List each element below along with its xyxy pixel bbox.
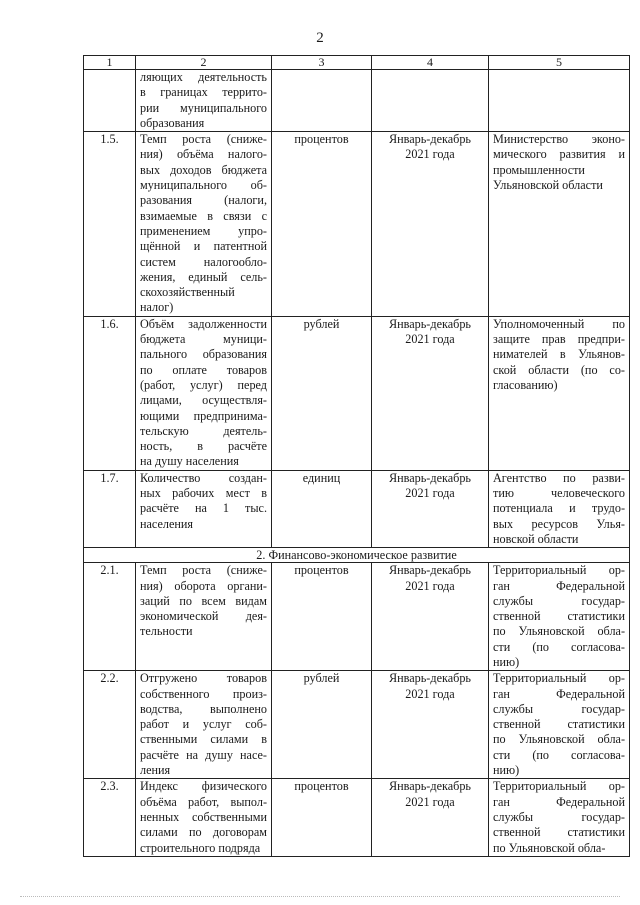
- cell-text-line: скохозяйственный: [140, 285, 235, 300]
- responsible-body: [489, 70, 630, 132]
- cell-text-line: налог): [140, 300, 174, 315]
- cell-text-line: ния) оборота органи-: [140, 578, 267, 593]
- cell-text-line: по оплате товаров: [140, 362, 267, 377]
- cell-text-line: систем налогообло-: [140, 254, 267, 269]
- cell-text-line: Ульяновской области: [493, 178, 603, 193]
- cell-text-line: ственной статистики: [493, 825, 625, 840]
- cell-text-line: Январь-декабрь: [389, 779, 471, 794]
- column-header-1: 1: [84, 56, 136, 70]
- indicator-name: [136, 779, 272, 856]
- cell-text-line: жения, единый сель-: [140, 269, 267, 284]
- cell-text-line: вых доходов бюджета: [140, 162, 267, 177]
- row-number: 2.2.: [84, 671, 136, 779]
- period: [372, 132, 489, 317]
- cell-text-line: тельскую деятель-: [140, 423, 267, 438]
- cell-text-line: водства, выполнено: [140, 701, 267, 716]
- cell-text-line: ляющих деятельность: [140, 70, 267, 84]
- cell-text-line: ственными силами в: [140, 732, 267, 747]
- cell-text-line: Министерство эконо-: [493, 132, 625, 147]
- cell-text-line: тию человеческого: [493, 486, 625, 501]
- responsible-body: [489, 779, 630, 856]
- row-number: 2.1.: [84, 563, 136, 671]
- column-header-4: 4: [372, 56, 489, 70]
- section-row: [84, 548, 630, 563]
- unit: процентов: [272, 563, 372, 671]
- cell-text-line: 2021 года: [405, 332, 455, 347]
- responsible-body: [489, 671, 630, 779]
- page-number: 2: [316, 30, 324, 46]
- table-row: [84, 779, 630, 856]
- cell-text-line: службы государ-: [493, 593, 625, 608]
- period: [372, 563, 489, 671]
- cell-text-line: объёма работ, выпол-: [140, 794, 267, 809]
- unit: рублей: [272, 316, 372, 470]
- cell-text-line: ность, в расчёте: [140, 439, 267, 454]
- cell-text-line: собственного произ-: [140, 686, 267, 701]
- cell-text-line: применением упро-: [140, 223, 267, 238]
- cell-text-line: Январь-декабрь: [389, 671, 471, 686]
- table-row: [84, 563, 630, 671]
- header-row: [84, 56, 630, 70]
- cell-text-line: ненных собственными: [140, 809, 267, 824]
- cell-text-line: ган Федеральной: [493, 794, 625, 809]
- cell-text-line: Январь-декабрь: [389, 470, 471, 485]
- cell-text-line: Темп роста (сниже-: [140, 563, 267, 578]
- scan-edge-line: [20, 896, 620, 899]
- cell-text-line: по Ульяновской обла-: [493, 840, 606, 855]
- cell-text-line: сти (по согласова-: [493, 639, 625, 654]
- row-number: [84, 70, 136, 132]
- cell-text-line: взимаемые в связи с: [140, 208, 267, 223]
- cell-text-line: в границах террито-: [140, 85, 267, 100]
- cell-text-line: нимателей в Ульянов-: [493, 347, 625, 362]
- indicator-name: [136, 563, 272, 671]
- table-row: [84, 70, 630, 132]
- cell-text-line: силами по договорам: [140, 825, 267, 840]
- cell-text-line: 2021 года: [405, 794, 455, 809]
- cell-text-line: Темп роста (сниже-: [140, 132, 267, 147]
- column-header-5: 5: [489, 56, 630, 70]
- indicator-name: [136, 70, 272, 132]
- cell-text-line: потенциала и трудо-: [493, 501, 625, 516]
- row-number: 1.7.: [84, 470, 136, 547]
- cell-text-line: нию): [493, 763, 520, 778]
- indicator-name: [136, 671, 272, 779]
- cell-text-line: Январь-декабрь: [389, 563, 471, 578]
- responsible-body: [489, 563, 630, 671]
- cell-text-line: Количество создан-: [140, 470, 267, 485]
- indicators-table: [83, 55, 630, 857]
- unit: [272, 70, 372, 132]
- cell-text-line: расчёте на душу насе-: [140, 747, 267, 762]
- cell-text-line: Январь-декабрь: [389, 316, 471, 331]
- cell-text-line: службы государ-: [493, 701, 625, 716]
- table-row: [84, 470, 630, 547]
- cell-text-line: гласованию): [493, 377, 558, 392]
- cell-text-line: 2021 года: [405, 578, 455, 593]
- unit: единиц: [272, 470, 372, 547]
- cell-text-line: промышленности: [493, 162, 585, 177]
- cell-text-line: муниципального об-: [140, 178, 267, 193]
- cell-text-line: Территориальный ор-: [493, 671, 625, 686]
- cell-text-line: ской области (по со-: [493, 362, 625, 377]
- column-header-3: 3: [272, 56, 372, 70]
- cell-text-line: ния) объёма налого-: [140, 147, 267, 162]
- indicator-name: [136, 132, 272, 317]
- cell-text-line: строительного подряда: [140, 840, 261, 855]
- cell-text-line: Январь-декабрь: [389, 132, 471, 147]
- responsible-body: [489, 470, 630, 547]
- cell-text-line: ственной статистики: [493, 717, 625, 732]
- cell-text-line: расчёте на 1 тыс.: [140, 501, 267, 516]
- cell-text-line: Территориальный ор-: [493, 779, 625, 794]
- column-header-2: 2: [136, 56, 272, 70]
- table-row: [84, 316, 630, 470]
- cell-text-line: заций по всем видам: [140, 593, 267, 608]
- table-row: [84, 132, 630, 317]
- table-row: [84, 671, 630, 779]
- cell-text-line: Объём задолженности: [140, 316, 267, 331]
- cell-text-line: ган Федеральной: [493, 686, 625, 701]
- cell-text-line: новской области: [493, 531, 579, 546]
- cell-text-line: вых ресурсов Улья-: [493, 516, 625, 531]
- cell-text-line: 2021 года: [405, 486, 455, 501]
- cell-text-line: ган Федеральной: [493, 578, 625, 593]
- cell-text-line: (работ, услуг) перед: [140, 377, 267, 392]
- cell-text-line: лицами, осуществля-: [140, 393, 267, 408]
- indicator-name: [136, 316, 272, 470]
- period: [372, 671, 489, 779]
- responsible-body: [489, 316, 630, 470]
- period: [372, 779, 489, 856]
- cell-text-line: нию): [493, 654, 520, 669]
- cell-text-line: щённой и патентной: [140, 239, 267, 254]
- cell-text-line: Уполномоченный по: [493, 316, 625, 331]
- cell-text-line: по Ульяновской обла-: [493, 732, 625, 747]
- cell-text-line: ственной статистики: [493, 609, 625, 624]
- cell-text-line: мического развития и: [493, 147, 625, 162]
- cell-text-line: населения: [140, 516, 194, 531]
- indicator-name: [136, 470, 272, 547]
- cell-text-line: по Ульяновской обла-: [493, 624, 625, 639]
- cell-text-line: Индекс физического: [140, 779, 267, 794]
- unit: процентов: [272, 132, 372, 317]
- cell-text-line: защите прав предпри-: [493, 332, 625, 347]
- cell-text-line: тельности: [140, 624, 193, 639]
- cell-text-line: 2021 года: [405, 147, 455, 162]
- row-number: 2.3.: [84, 779, 136, 856]
- cell-text-line: Агентство по разви-: [493, 470, 625, 485]
- responsible-body: [489, 132, 630, 317]
- row-number: 1.6.: [84, 316, 136, 470]
- cell-text-line: 2021 года: [405, 686, 455, 701]
- cell-text-line: сти (по согласова-: [493, 747, 625, 762]
- cell-text-line: ления: [140, 763, 171, 778]
- cell-text-line: пального образования: [140, 347, 267, 362]
- unit: процентов: [272, 779, 372, 856]
- cell-text-line: рии муниципального: [140, 100, 267, 115]
- cell-text-line: экономической дея-: [140, 609, 267, 624]
- period: [372, 316, 489, 470]
- section-title: 2. Финансово-экономическое развитие: [84, 548, 630, 563]
- cell-text-line: Отгружено товаров: [140, 671, 267, 686]
- cell-text-line: бюджета муници-: [140, 332, 267, 347]
- cell-text-line: разования (налоги,: [140, 193, 267, 208]
- cell-text-line: службы государ-: [493, 809, 625, 824]
- cell-text-line: работ и услуг соб-: [140, 717, 267, 732]
- row-number: 1.5.: [84, 132, 136, 317]
- period: [372, 70, 489, 132]
- unit: рублей: [272, 671, 372, 779]
- cell-text-line: образования: [140, 115, 205, 130]
- cell-text-line: на душу населения: [140, 454, 239, 469]
- cell-text-line: ющими предпринима-: [140, 408, 267, 423]
- cell-text-line: Территориальный ор-: [493, 563, 625, 578]
- period: [372, 470, 489, 547]
- cell-text-line: ных рабочих мест в: [140, 486, 267, 501]
